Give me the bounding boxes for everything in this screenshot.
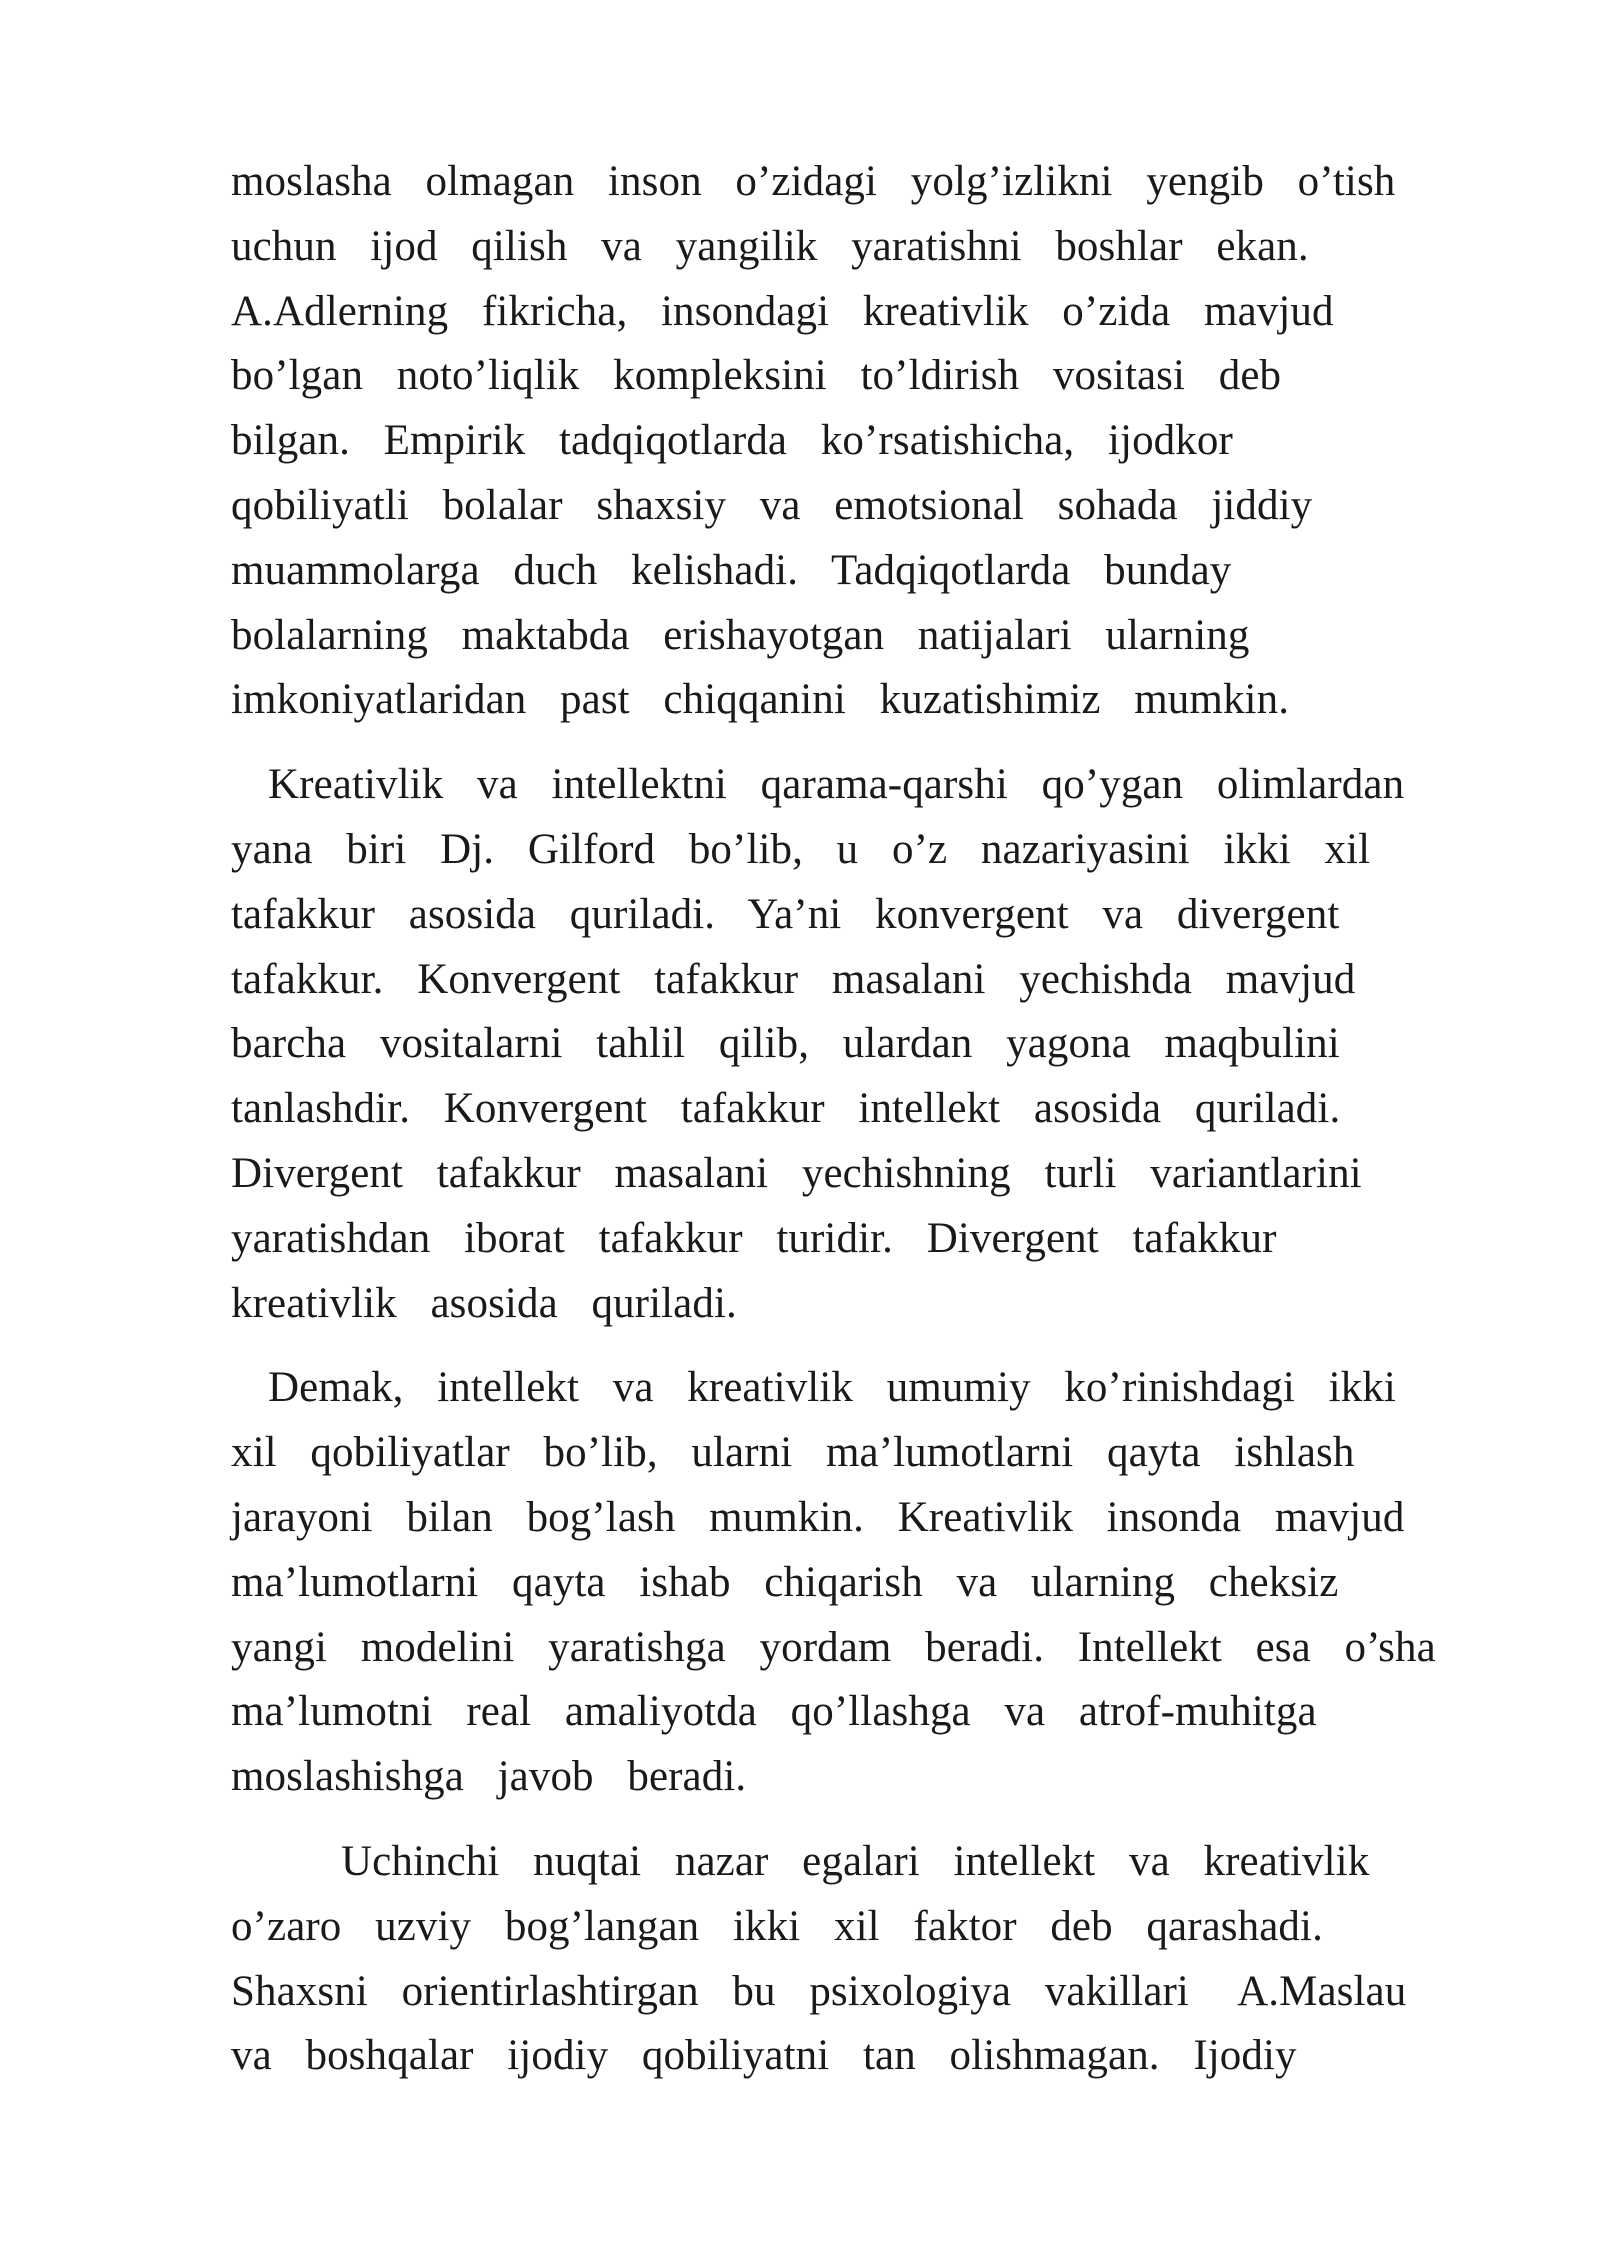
text-line: tanlashdir. Konvergent tafakkur intellekt asosida quriladi. [231,1085,1341,1133]
text-line: uchun ijod qilish va yangilik yaratishni boshlar ekan. [231,222,1309,270]
text-line: moslasha olmagan inson o’zidagi yolg’izlikni yengib o’tish [231,158,1396,205]
text-line: imkoniyatlaridan past chiqqanini kuzatishimiz mumkin. [231,676,1290,724]
text-line: bilgan. Empirik tadqiqotlarda ko’rsatishicha, ijodkor [231,417,1233,465]
text-line: Divergent tafakkur masalani yechishning turli variantlarini [231,1149,1362,1197]
text-line: moslashishga javob beradi. [231,1753,747,1801]
paragraph [231,753,1511,1336]
text-line: Kreativlik va intellektni qarama-qarshi qo’ygan olimlardan [268,761,1405,809]
text-line: tafakkur. Konvergent tafakkur masalani yechishda mavjud [231,955,1356,1003]
text-line: xil qobiliyatlar bo’lib, ularni ma’lumotlarni qayta ishlash [231,1429,1355,1477]
text-line: A.Adlerning fikricha, insondagi kreativlik o’zida mavjud [231,287,1334,335]
text-line: ma’lumotni real amaliyotda qo’llashga va atrof-muhitga [231,1688,1317,1736]
text-line: yaratishdan iborat tafakkur turidir. Divergent tafakkur [231,1214,1277,1262]
text-line: qobiliyatli bolalar shaxsiy va emotsional sohada jiddiy [231,481,1313,529]
text-line: bolalarning maktabda erishayotgan natijalari ularning [231,611,1250,659]
text-line: ma’lumotlarni qayta ishab chiqarish va ularning cheksiz [231,1558,1339,1606]
text-line: yana biri Dj. Gilford bo’lib, u o’z nazariyasini ikki xil [231,825,1371,873]
text-line: barcha vositalarni tahlil qilib, ulardan yagona maqbulini [231,1020,1340,1068]
paragraph [231,1830,1511,2089]
text-line: bo’lgan noto’liqlik kompleksini to’ldirish vositasi deb [231,352,1282,400]
body-text [231,150,1511,2109]
text-line: o’zaro uzviy bog’langan ikki xil faktor deb qarashadi. [231,1902,1323,1950]
text-line: va boshqalar ijodiy qobiliyatni tan olishmagan. Ijodiy [231,2032,1297,2080]
text-line: jarayoni bilan bog’lash mumkin. Kreativlik insonda mavjud [231,1493,1405,1541]
text-line: muammolarga duch kelishadi. Tadqiqotlarda bunday [231,546,1232,594]
text-line: yangi modelini yaratishga yordam beradi. Intellekt esa o’sha [231,1623,1436,1671]
text-line: kreativlik asosida quriladi. [231,1279,737,1327]
text-line: Uchinchi nuqtai nazar egalari intellekt va kreativlik [341,1837,1370,1885]
paragraph [231,150,1511,733]
text-line: Demak, intellekt va kreativlik umumiy ko’rinishdagi ikki [268,1364,1396,1412]
text-line: Shaxsni orientirlashtirgan bu psixologiya vakillari A.Maslau [231,1967,1407,2015]
paragraph [231,1356,1511,1810]
text-line: tafakkur asosida quriladi. Ya’ni konvergent va divergent [231,890,1340,938]
